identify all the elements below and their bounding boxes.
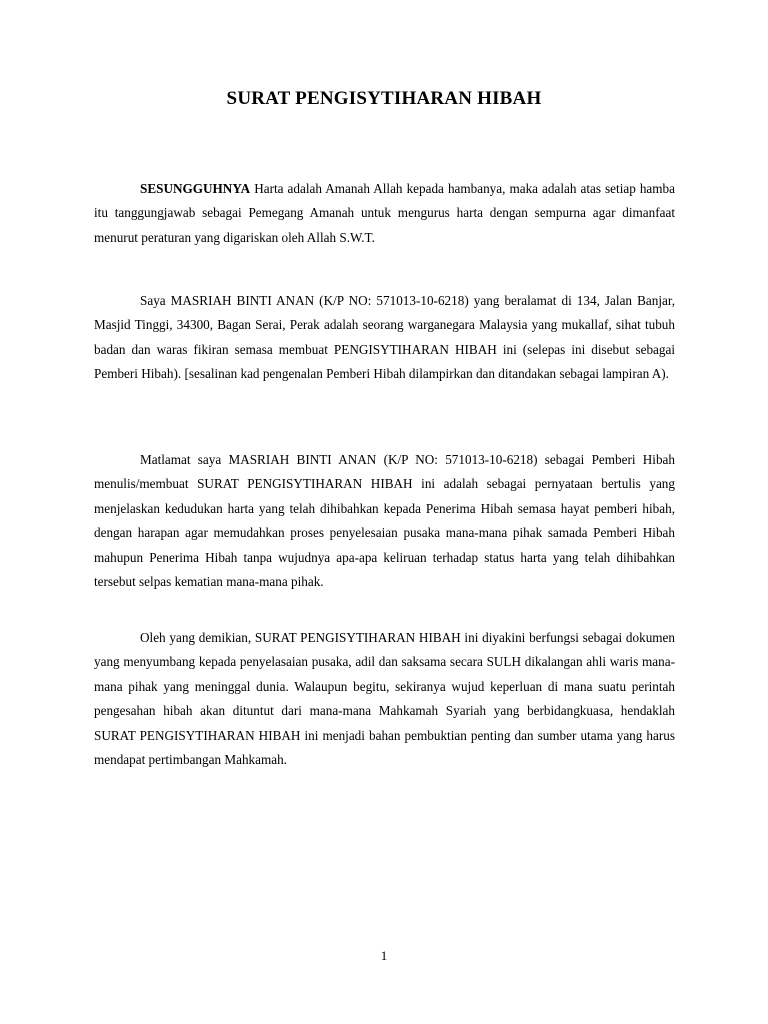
paragraph-2-text: Saya MASRIAH BINTI ANAN (K/P NO: 571013-10-6218) yang beralamat di 134, Jalan Banjar, Masjid Tinggi, 34300, Bagan Serai, Perak adalah seorang warganegara Malaysia yang mukallaf, sihat tubuh badan dan waras fikiran semasa membuat PENGISYTIHARAN HIBAH ini (selepas ini disebut sebagai Pemberi Hibah). [sesalinan kad pengenalan Pemberi Hibah dilampirkan dan ditandakan sebagai lampiran A). (94, 293, 675, 382)
paragraph-3-text: Matlamat saya MASRIAH BINTI ANAN (K/P NO: 571013-10-6218) sebagai Pemberi Hibah menulis/membuat SURAT PENGISYTIHARAN HIBAH ini adalah sebagai pernyataan bertulis yang menjelaskan kedudukan harta yang telah dihibahkan kepada Penerima Hibah semasa hayat pemberi hibah, dengan harapan agar memudahkan proses penyelesaian pusaka mana-mana pihak samada Pemberi Hibah mahupun Penerima Hibah tanpa wujudnya apa-apa keliruan terhadap status harta yang telah dihibahkan tersebut selpas kematian mana-mana pihak. (94, 452, 675, 590)
paragraph-1-text: Harta adalah Amanah Allah kepada hambanya, maka adalah atas setiap hamba itu tanggungjawab sebagai Pemegang Amanah untuk mengurus harta dengan sempurna agar dimanfaat menurut peraturan yang digariskan oleh Allah S.W.T. (94, 181, 675, 245)
paragraph-4 (94, 626, 675, 772)
paragraph-1-lead: SESUNGGUHNYA (140, 181, 251, 196)
document-title: SURAT PENGISYTIHARAN HIBAH (226, 88, 542, 109)
page-number: 1 (380, 948, 388, 963)
paragraph-2 (94, 289, 675, 387)
paragraph-4-text: Oleh yang demikian, SURAT PENGISYTIHARAN HIBAH ini diyakini berfungsi sebagai dokumen yang menyumbang kepada penyelasaian pusaka, adil dan saksama secara SULH dikalangan ahli waris mana-mana pihak yang meninggal dunia. Walaupun begitu, sekiranya wujud keperluan di mana suatu perintah pengesahan hibah akan dituntut dari mana-mana Mahkamah Syariah yang berbidangkuasa, hendaklah SURAT PENGISYTIHARAN HIBAH ini menjadi bahan pembuktian penting dan sumber utama yang harus mendapat pertimbangan Mahkamah. (94, 630, 675, 768)
paragraph-1 (94, 177, 675, 250)
paragraph-3 (94, 448, 675, 594)
